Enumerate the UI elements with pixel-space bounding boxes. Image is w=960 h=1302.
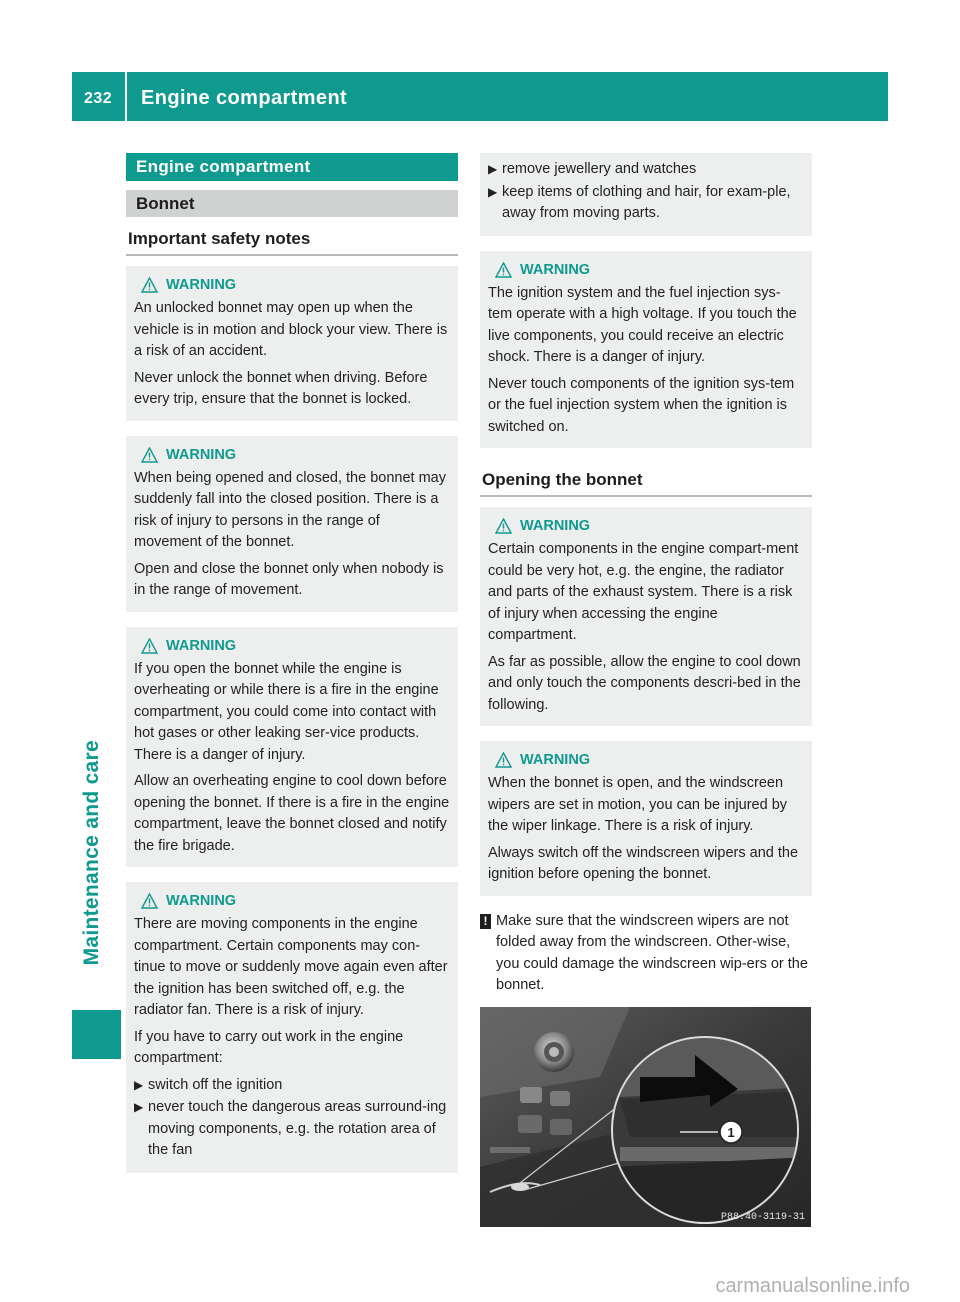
warning-text: Always switch off the windscreen wipers and the ignition before opening the bonnet. <box>488 844 799 882</box>
warning-label: WARNING <box>166 446 237 463</box>
warning-text: When the bonnet is open, and the windscreen wipers are set in motion, you can be injured by the wiper linkage. There is a risk of injury. <box>488 775 788 834</box>
warning-text: Certain components in the engine compart-ment could be very hot, e.g. the engine, the radiator and parts of the exhaust system. There is a risk of injury when accessing the engine compartment. <box>488 541 799 643</box>
warning-box-continued <box>480 153 812 236</box>
warning-text: An unlocked bonnet may open up when the vehicle is in motion and block your view. There is a risk of an accident. <box>134 300 448 359</box>
page-number: 232 <box>84 90 113 107</box>
list-item: ▶ keep items of clothing and hair, for exam-ple, away from moving parts. <box>488 183 791 221</box>
list-item: ▶ remove jewellery and watches <box>488 159 804 181</box>
warning-text: There are moving components in the engine compartment. Certain components may con-tinue to move or suddenly move again even after the ignition has been switched off, e.g. the radiator fan. There is a risk of injury. <box>134 916 448 1018</box>
heading-safety-notes: Important safety notes <box>126 217 458 256</box>
warning-box-bonnet-falling <box>126 436 458 612</box>
warning-header <box>488 259 804 281</box>
warning-label: WARNING <box>166 893 237 909</box>
warning-header <box>134 635 450 657</box>
warning-box-ignition <box>480 251 812 449</box>
warning-text: When being opened and closed, the bonnet may suddenly fall into the closed position. There is a risk of injury to persons in the range of movement of the bonnet. <box>134 469 446 550</box>
exclamation-icon: ! <box>480 914 491 929</box>
warning-label: WARNING <box>520 261 591 278</box>
list-item: ▶ never touch the dangerous areas surround-ing moving components, e.g. the rotation area of the fan <box>134 1099 447 1158</box>
warning-label: WARNING <box>520 518 591 534</box>
heading-opening-bonnet: Opening the bonnet <box>480 470 812 497</box>
warning-text: As far as possible, allow the engine to cool down and only touch the components descri-bed in the following. <box>488 653 801 713</box>
header-divider <box>125 72 127 121</box>
warning-triangle-icon <box>141 638 158 654</box>
warning-triangle-icon <box>495 262 512 278</box>
warning-triangle-icon <box>495 752 512 768</box>
bullet-list <box>134 1075 450 1162</box>
watermark: carmanualsonline.info <box>715 1275 910 1297</box>
warning-triangle-icon <box>495 518 512 534</box>
warning-text: Never unlock the bonnet when driving. Before every trip, ensure that the bonnet is locked. <box>134 369 428 407</box>
figure-code: P88.40-3119-31 <box>720 1211 805 1223</box>
warning-text: If you open the bonnet while the engine is overheating or while there is a fire in the engine compartment, you could come into contact with hot gases or other leaking ser-vice products. There is a danger of injury. <box>134 660 439 763</box>
bullet-icon: ▶ <box>134 1100 144 1114</box>
warning-text: Open and close the bonnet only when nobody is in the range of movement. <box>134 560 444 598</box>
callout-number: 1 <box>727 1124 735 1140</box>
warning-text: If you have to carry out work in the engine compartment: <box>134 1028 404 1066</box>
page-header <box>72 72 888 121</box>
warning-box-hot-components <box>480 507 812 726</box>
bullet-icon: ▶ <box>134 1077 144 1092</box>
warning-text: Never touch components of the ignition sys-tem or the fuel injection system when the ignition is switched on. <box>488 375 795 435</box>
header-title: Engine compartment <box>141 87 348 109</box>
warning-label: WARNING <box>166 637 237 654</box>
bullet-icon: ▶ <box>488 162 498 176</box>
note-text: Make sure that the windscreen wipers are not folded away from the windscreen. Other-wise, you could damage the windscreen wip-ers or the bonnet. <box>496 912 808 993</box>
side-tab-label: Maintenance and care <box>80 739 103 965</box>
warning-label: WARNING <box>166 277 237 293</box>
list-item: ▶ switch off the ignition <box>134 1075 450 1097</box>
warning-header <box>488 749 804 771</box>
side-tab <box>72 121 121 1010</box>
warning-box-moving-components <box>126 882 458 1173</box>
warning-label: WARNING <box>520 752 591 768</box>
warning-text: Allow an overheating engine to cool down before opening the bonnet. If there is a fire in the engine compartment, leave the bonnet closed and notify the fire brigade. <box>134 773 450 854</box>
warning-box-wipers <box>480 741 812 896</box>
bonnet-release-photo <box>480 1007 811 1227</box>
warning-header <box>134 890 450 912</box>
warning-box-unlocked-bonnet <box>126 266 458 421</box>
bonnet-release-figure <box>480 1007 811 1227</box>
warning-text: The ignition system and the fuel injection sys-tem operate with a high voltage. If you touch the live components, you could receive an electric shock. There is a danger of injury. <box>488 284 797 365</box>
side-tab-marker <box>72 1010 121 1059</box>
left-column <box>126 153 458 1188</box>
warning-triangle-icon <box>141 277 158 293</box>
warning-triangle-icon <box>141 893 158 909</box>
warning-header <box>488 515 804 537</box>
warning-triangle-icon <box>141 447 158 463</box>
right-column <box>480 153 812 1227</box>
warning-header <box>134 274 450 296</box>
warning-header <box>134 444 450 466</box>
bullet-list <box>488 159 804 225</box>
section-title: Engine compartment <box>126 153 458 181</box>
bullet-icon: ▶ <box>488 184 498 199</box>
subsection-title: Bonnet <box>126 190 458 217</box>
damage-note <box>480 911 812 997</box>
warning-box-overheating <box>126 627 458 868</box>
